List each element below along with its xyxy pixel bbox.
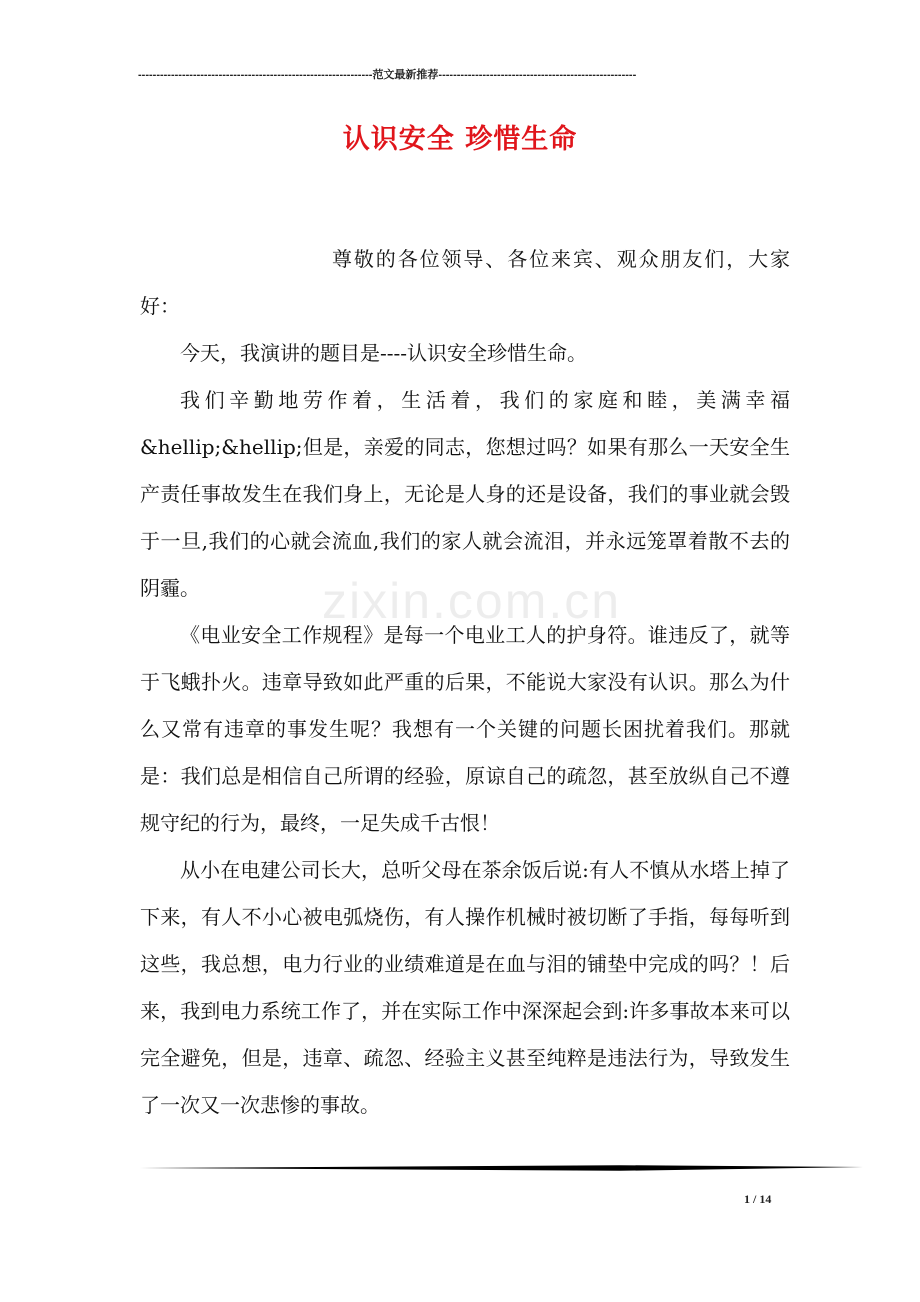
watermark-logo: zixin.com.cn <box>322 573 622 629</box>
document-title: 认识安全 珍惜生命 <box>342 124 578 155</box>
body-paragraph: 《电业安全工作规程》是每一个电业工人的护身符。谁违反了，就等于飞蛾扑火。违章导致如此严重的后果，不能说大家没有认识。那么为什么又常有违章的事发生呢？我想有一个关键的问题长困扰着我们。那就是：我们总是相信自己所谓的经验，原谅自己的疏忽，甚至放纵自己不遵规守纪的行为，最终，一足失成千古恨！ <box>140 623 790 835</box>
body-paragraph: 今天，我演讲的题目是----认识安全珍惜生命。 <box>180 341 588 365</box>
greeting-paragraph: 尊敬的各位领导、各位来宾、观众朋友们，大家好： <box>140 247 790 318</box>
footer-divider <box>140 1163 863 1173</box>
body-paragraph: 我们辛勤地劳作着，生活着，我们的家庭和睦，美满幸福&hellip;&hellip;但是，亲爱的同志，您想过吗？如果有那么一天安全生产责任事故发生在我们身上，无论是人身的还是设备，我们的事业就会毁于一旦,我们的心就会流血,我们的家人就会流泪，并永远笼罩着散不去的阴霾。 <box>140 388 790 600</box>
header-banner: ----------------------------------------------------------------范文最新推荐------------------------------------------------------ <box>138 69 637 81</box>
body-paragraph: 从小在电建公司长大，总听父母在茶余饭后说:有人不慎从水塔上掉了下来，有人不小心被电弧烧伤，有人操作机械时被切断了手指，每每听到这些，我总想，电力行业的业绩难道是在血与泪的铺垫中完成的吗？！后来，我到电力系统工作了，并在实际工作中深深起会到:许多事故本来可以完全避免，但是，违章、疏忽、经验主义甚至纯粹是违法行为，导致发生了一次又一次悲惨的事故。 <box>140 858 790 1117</box>
document-body <box>140 236 790 1129</box>
page-number: 1 / 14 <box>744 1192 772 1206</box>
